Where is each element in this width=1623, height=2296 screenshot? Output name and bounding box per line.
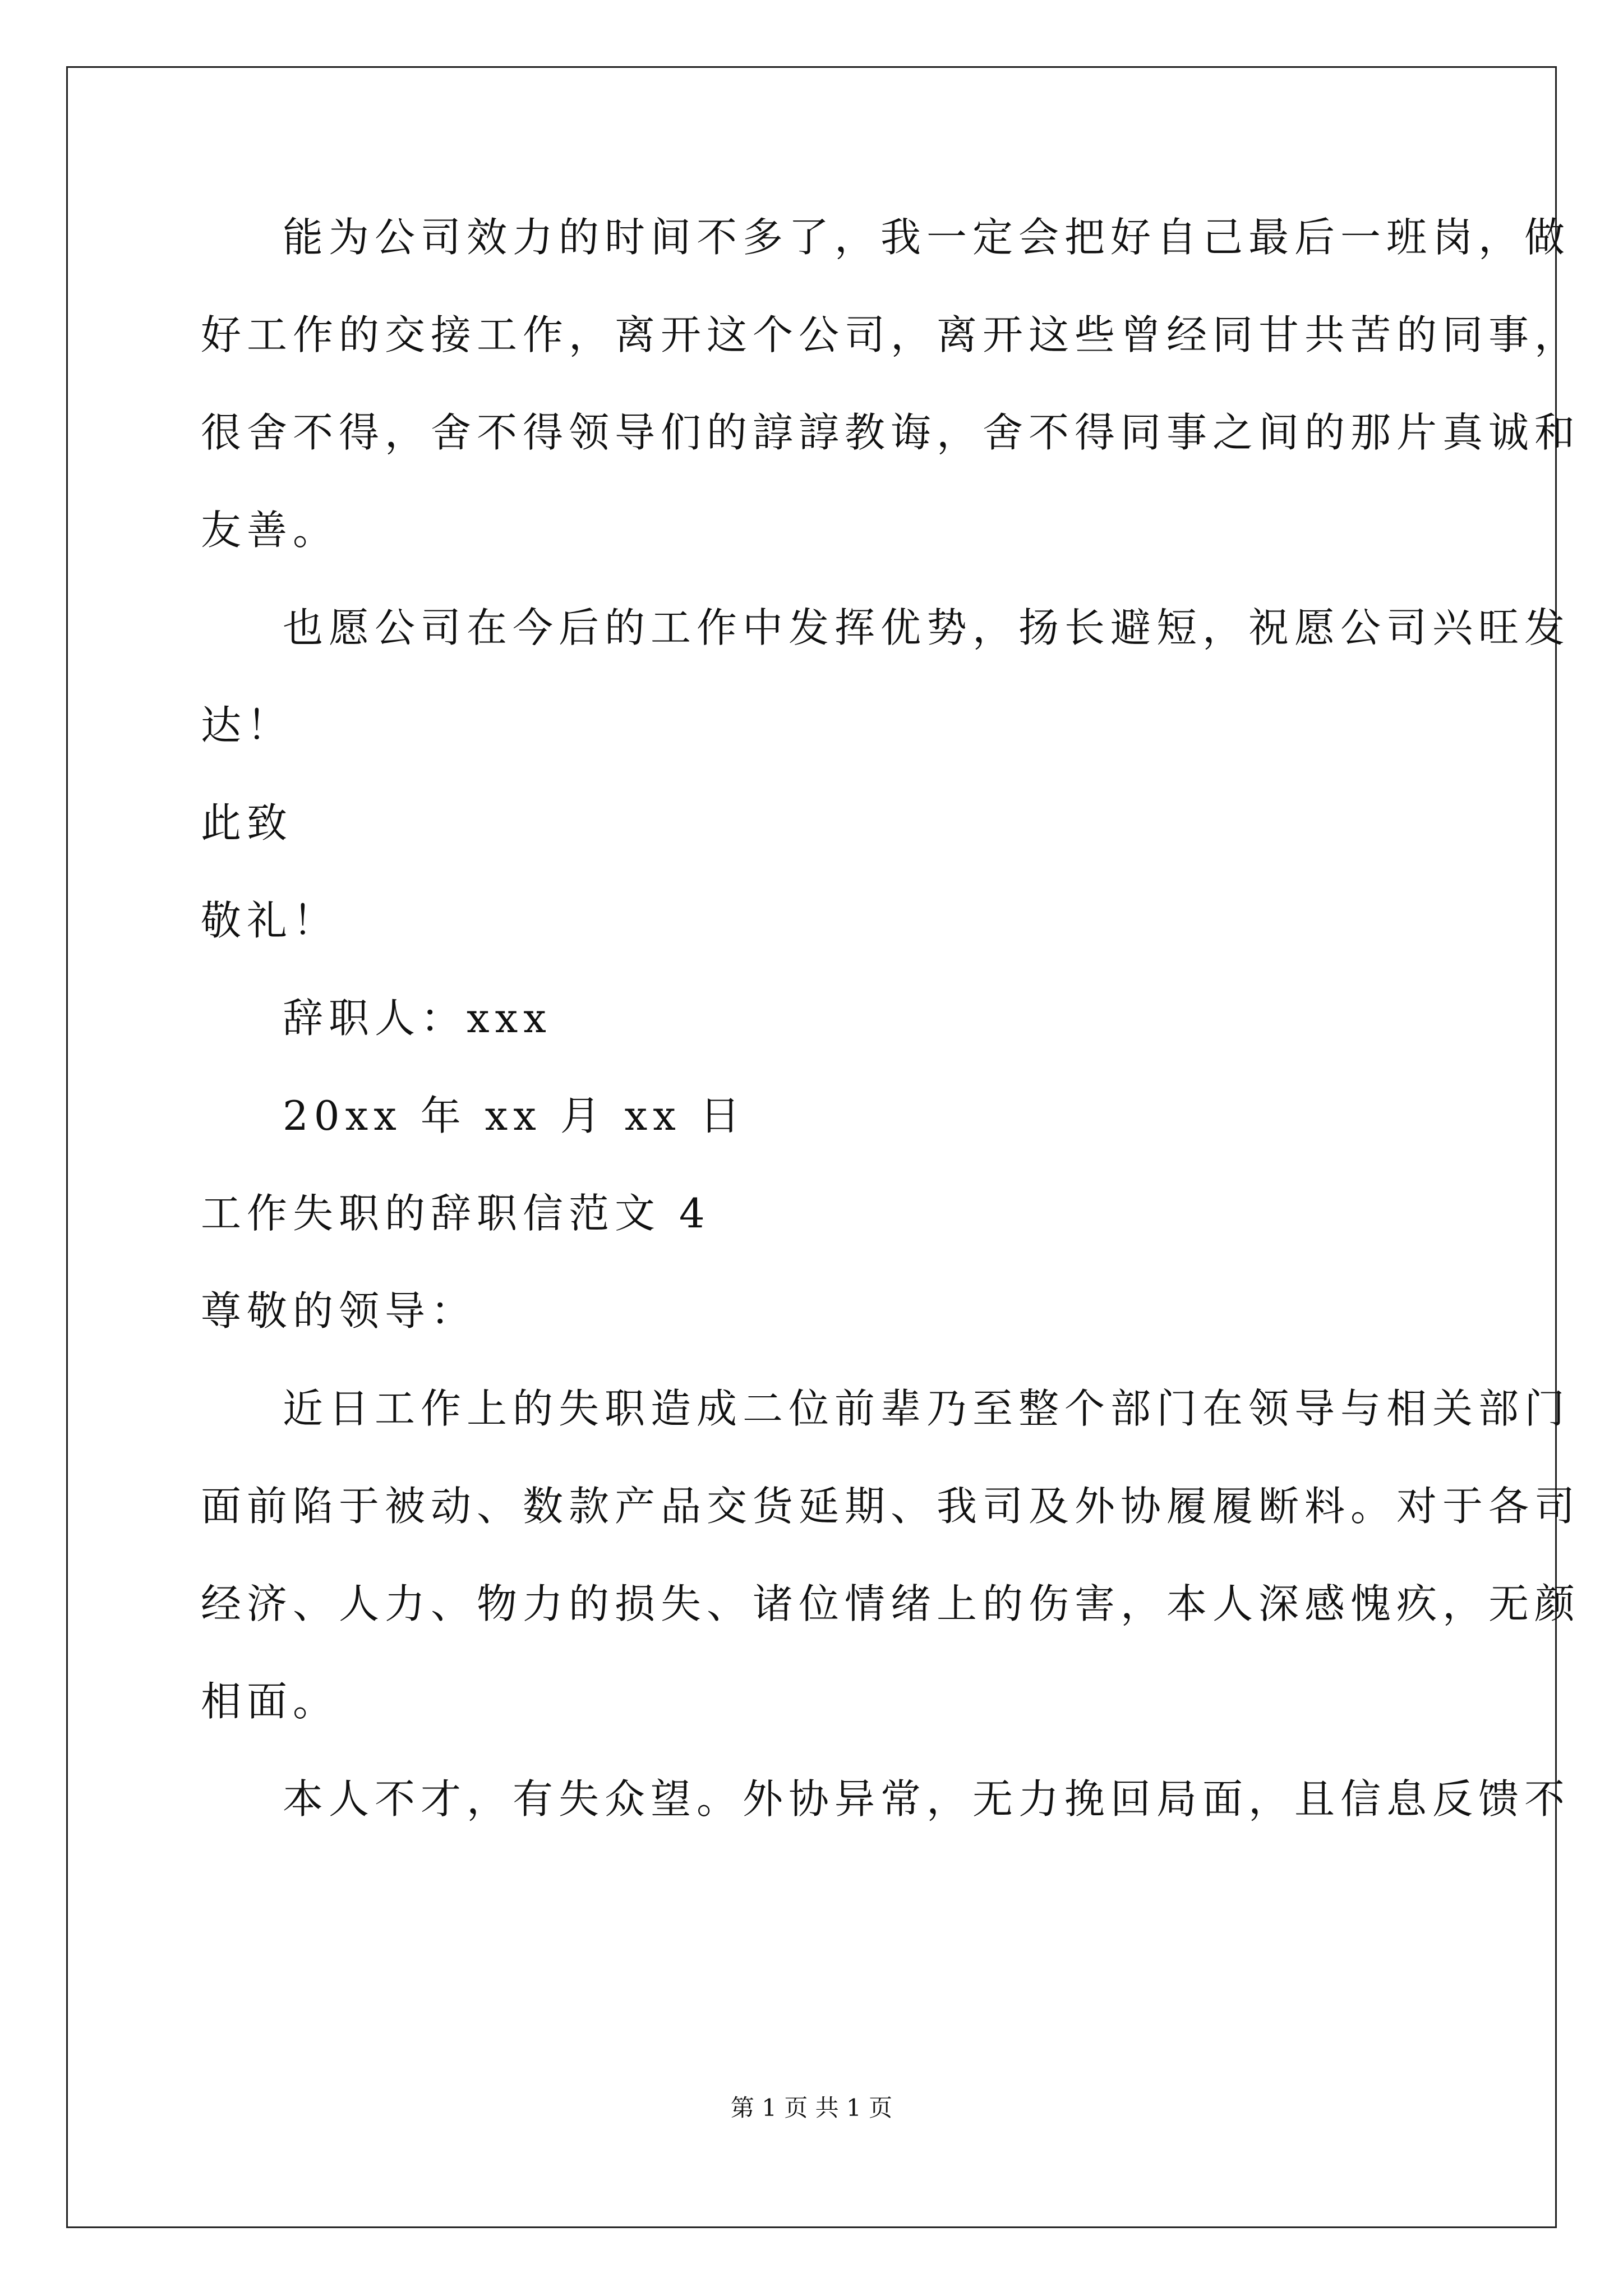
section-title: 工作失职的辞职信范文 4	[201, 1190, 711, 1237]
paragraph-line: 面前陷于被动、数款产品交货延期、我司及外协履履断料。对于各司	[201, 1483, 1581, 1530]
signature-line: 辞职人：xxx	[283, 995, 552, 1042]
paragraph-line: 好工作的交接工作，离开这个公司，离开这些曾经同甘共苦的同事，	[201, 311, 1581, 358]
paragraph-line: 达！	[201, 702, 293, 749]
paragraph-line: 近日工作上的失职造成二位前辈乃至整个部门在领导与相关部门	[283, 1385, 1571, 1432]
page-footer: 第 1 页 共 1 页	[730, 2094, 893, 2122]
paragraph-line: 友善。	[201, 507, 339, 554]
paragraph-line: 本人不才，有失众望。外协异常，无力挽回局面，且信息反馈不	[283, 1775, 1571, 1823]
page-border	[66, 66, 1557, 2228]
salutation-line: 敬礼！	[201, 897, 339, 944]
greeting-line: 尊敬的领导：	[201, 1287, 477, 1335]
closing-line: 此致	[201, 799, 293, 846]
paragraph-line: 能为公司效力的时间不多了，我一定会把好自己最后一班岗，做	[283, 214, 1571, 261]
paragraph-line: 也愿公司在今后的工作中发挥优势，扬长避短，祝愿公司兴旺发	[283, 604, 1571, 651]
paragraph-line: 很舍不得，舍不得领导们的諄諄教诲，舍不得同事之间的那片真诚和	[201, 409, 1581, 456]
paragraph-line: 相面。	[201, 1678, 339, 1725]
paragraph-line: 经济、人力、物力的损失、诸位情绪上的伤害，本人深感愧疚，无颜	[201, 1580, 1581, 1627]
date-line: 20xx 年 xx 月 xx 日	[283, 1092, 746, 1139]
